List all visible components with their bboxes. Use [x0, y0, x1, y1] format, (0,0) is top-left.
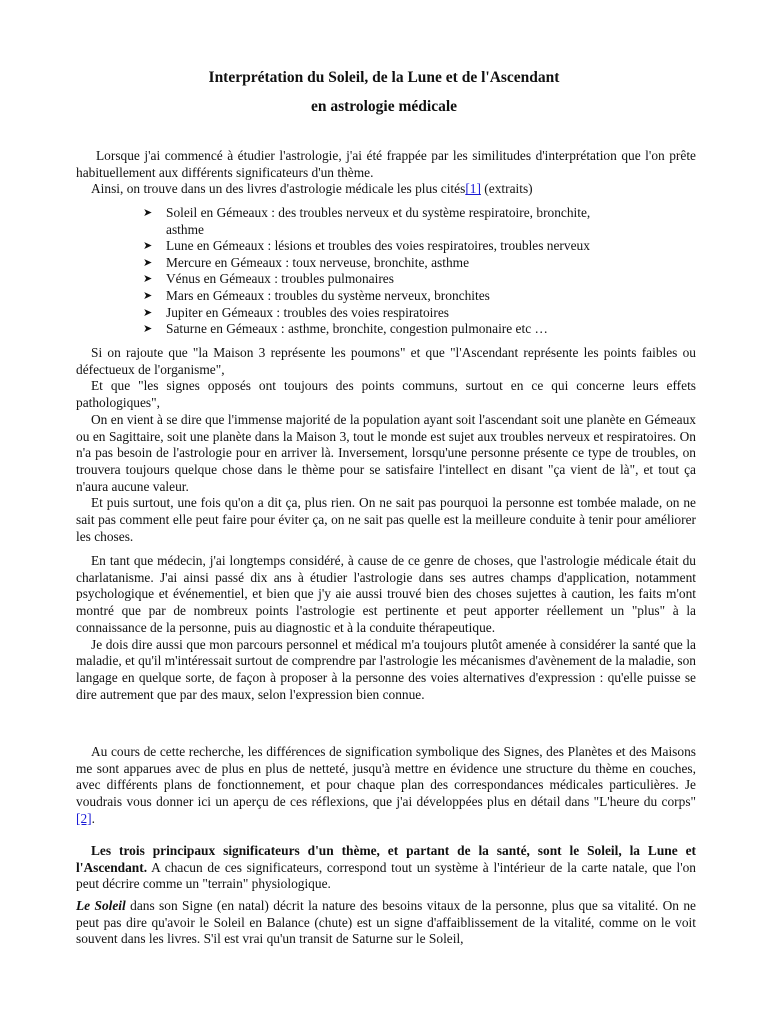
paragraph-signes-opposes: Et que "les signes opposés ont toujours des points communs, surtout en ce qui concerne leurs effets pathologiques", — [76, 378, 696, 411]
list-item — [143, 288, 683, 305]
arrow-bullet-icon: ➤ — [143, 207, 153, 219]
soleil-heading: Le Soleil — [76, 898, 126, 913]
paragraph-significateurs — [76, 843, 696, 893]
intro-paragraph — [76, 148, 696, 198]
arrow-bullet-icon: ➤ — [143, 323, 153, 336]
arrow-bullet-icon: ➤ — [143, 306, 153, 319]
bullet-text: Soleil en Gémeaux : des troubles nerveux et du système respiratoire, bronchite, — [166, 205, 591, 220]
recherche-paragraph — [76, 744, 696, 828]
list-item — [143, 238, 683, 255]
significateurs-text: A chacun de ces significateurs, correspond tout un système à l'intérieur de la carte natale, que l'on peut décrire comme un "terrain" physiologique. — [76, 859, 696, 892]
argument-section — [76, 345, 696, 545]
intro-citation-line — [76, 181, 696, 198]
arrow-bullet-icon: ➤ — [143, 273, 153, 286]
intro-text: Lorsque j'ai commencé à étudier l'astrologie, j'ai été frappée par les similitudes d'interprétation que l'on prête habituellement aux différents significateurs d'un thème. — [76, 148, 696, 180]
significateurs-bold-text: Les trois principaux significateurs d'un thème, et partant de la santé, sont le Soleil, la Lune et l'Ascendant. — [76, 843, 696, 875]
document-title-line1: Interprétation du Soleil, de la Lune et de l'Ascendant — [208, 69, 560, 86]
list-item — [143, 271, 683, 288]
list-item — [143, 255, 683, 272]
arrow-bullet-icon: ➤ — [143, 256, 153, 269]
paragraph-soleil — [76, 898, 696, 948]
medecin-paragraph — [76, 553, 696, 703]
paragraph-majorite: On en vient à se dire que l'immense majorité de la population ayant soit l'ascendant soit une planète en Gémeaux ou en Sagittaire, soit une planète dans la Maison 3, tout le monde est sujet aux troubles nerveux et respiratoires. On n'a pas besoin de l'astrologie pour en arriver là. Inversement, lorsqu'une personne présente ce type de troubles, on trouvera toujours quelque chose dans le thème pour se satisfaire l'intellect en disant "ça vient de là", et tout ça n'aura aucune valeur. — [76, 411, 696, 494]
paragraph-surtout: Et puis surtout, une fois qu'on a dit ça, plus rien. On ne sait pas pourquoi la personne est tombée malade, on ne sait pas comment elle peut faire pour éviter ça, on ne sait pas quelle est la meilleure conduite à tenir pour améliorer les choses. — [76, 495, 696, 544]
document-title-line2: en astrologie médicale — [310, 98, 458, 115]
bullet-text: Lune en Gémeaux : lésions et troubles des voies respiratoires, troubles nerveux — [166, 238, 590, 254]
footnote-link-1[interactable]: [1] — [465, 181, 481, 197]
soleil-text: dans son Signe (en natal) décrit la nature des besoins vitaux de la personne, plus que sa vitalité. On ne peut pas dire qu'avoir le Soleil en Balance (chute) est un signe d'affaiblissement de la vitalité, comme on le voit souvent dans les livres. S'il est vrai qu'un transit de Saturne sur le Soleil, — [76, 898, 696, 947]
list-item — [143, 321, 683, 338]
soleil-paragraph — [76, 898, 696, 948]
significateurs-paragraph — [76, 843, 696, 893]
intro-citation-suffix: (extraits) — [480, 181, 533, 197]
recherche-text: Au cours de cette recherche, les différences de signification symbolique des Signes, des Planètes et des Maisons me sont apparues avec de plus en plus de netteté, jusqu'à mettre en évidence une structure du thème en couches, avec différents plans de fonctionnement, et pour chaque plan des correspondances médicales particulières. Je voudrais vous donner ici un aperçu de ces réflexions, que j'ai développées plus en détail dans "L'heure du corps" — [76, 744, 696, 810]
paragraph-medecin: En tant que médecin, j'ai longtemps considéré, à cause de ce genre de choses, que l'astrologie médicale était du charlatanisme. J'ai ainsi passé dix ans à étudier l'astrologie dans ses autres champs d'application, notamment psychologique et événementiel, et bien que j'y aie aussi trouvé bien des choses sujettes à caution, les faits m'ont montré que par de nombreux points l'astrologie est pertinente et peut apporter réellement un "plus" à la connaissance de la personne, puis au diagnostic et à la conduite thérapeutique. — [76, 553, 696, 635]
arrow-bullet-icon: ➤ — [143, 240, 153, 253]
intro-citation-text: Ainsi, on trouve dans un des livres d'astrologie médicale les plus cités — [91, 181, 466, 197]
bullet-text-continued: asthme — [166, 221, 204, 237]
footnote-link-2[interactable]: [2] — [76, 810, 92, 826]
paragraph-recherche — [76, 744, 696, 828]
recherche-suffix: . — [91, 810, 95, 826]
list-item — [143, 205, 683, 238]
bullet-text: Jupiter en Gémeaux : troubles des voies respiratoires — [166, 304, 449, 320]
bullet-text: Mars en Gémeaux : troubles du système nerveux, bronchites — [166, 287, 490, 303]
bullet-list — [143, 205, 683, 338]
bullet-text: Mercure en Gémeaux : toux nerveuse, bronchite, asthme — [166, 254, 470, 270]
bullet-text: Saturne en Gémeaux : asthme, bronchite, congestion pulmonaire etc … — [166, 321, 548, 337]
list-item — [143, 305, 683, 322]
paragraph-maison-3: Si on rajoute que "la Maison 3 représente les poumons" et que "l'Ascendant représente les points faibles ou défectueux de l'organisme", — [76, 345, 696, 377]
arrow-bullet-icon: ➤ — [143, 289, 153, 302]
paragraph-parcours: Je dois dire aussi que mon parcours personnel et médical m'a toujours plutôt amenée à considérer la santé que la maladie, et qu'il m'intéressait surtout de comprendre par l'astrologie les mécanismes d'avènement de la maladie, son langage en quelque sorte, de façon à proposer à la personne des voies alternatives d'expression : qu'elle puisse se dire autrement que par des maux, selon l'expression bien connue. — [76, 636, 696, 702]
bullet-text: Vénus en Gémeaux : troubles pulmonaires — [166, 271, 394, 287]
